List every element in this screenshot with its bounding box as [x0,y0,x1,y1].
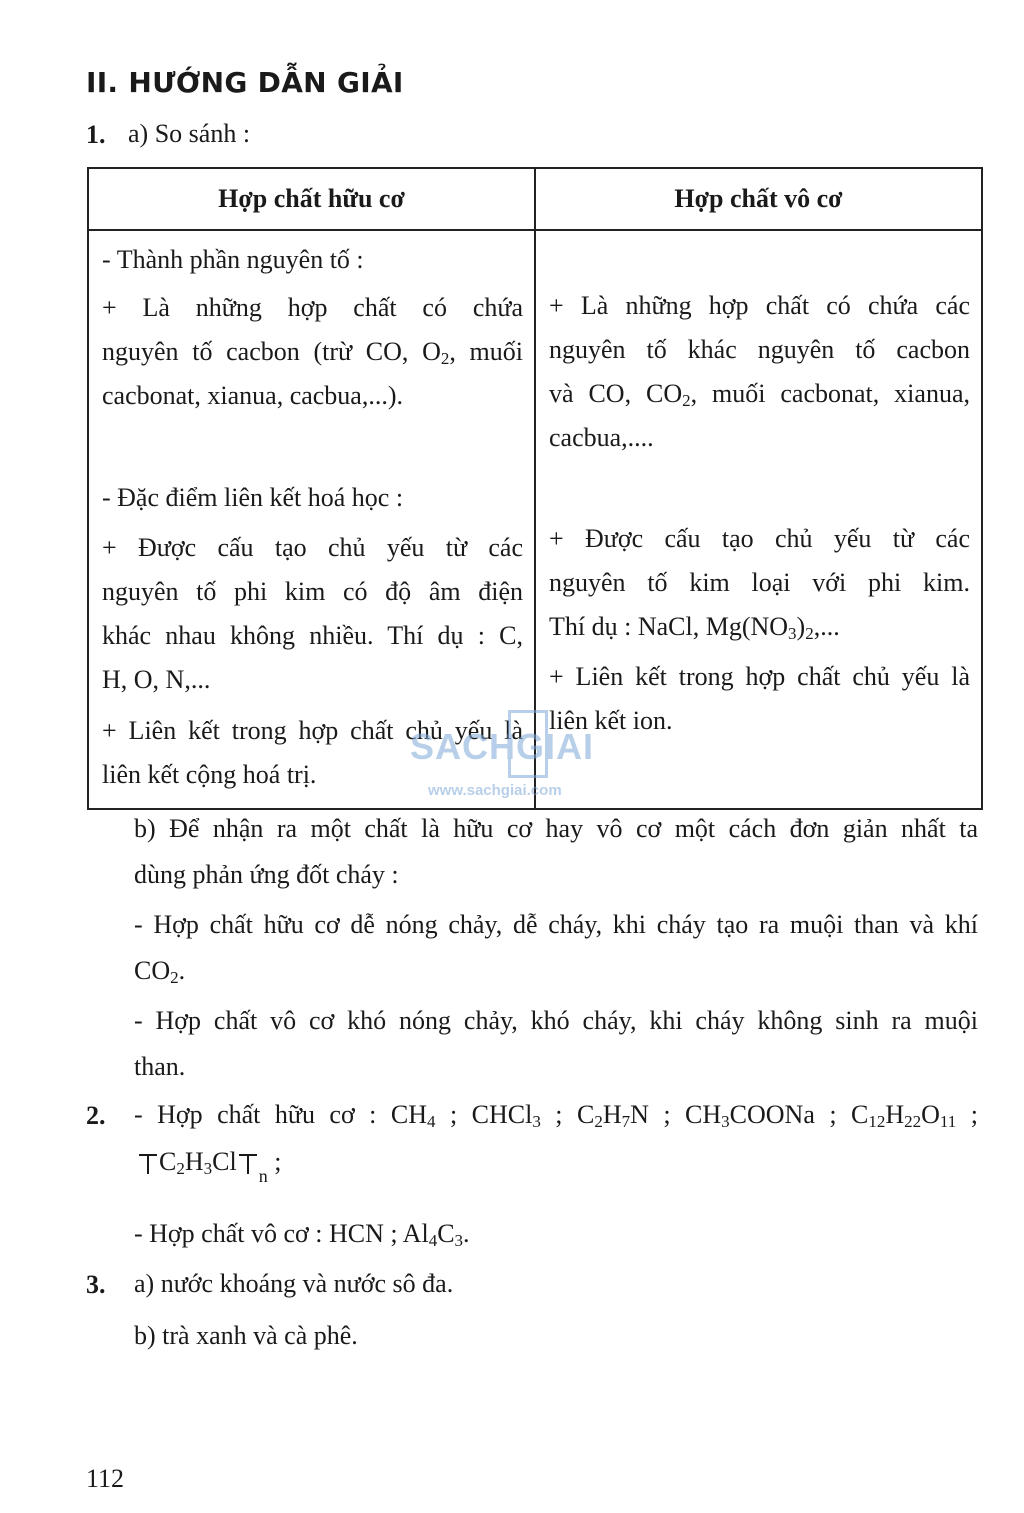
question-3-number: 3. [86,1270,106,1299]
organic-composition-label: - Thành phần nguyên tố : [102,245,364,274]
question-2-number: 2. [86,1101,106,1130]
q3-answer-b: b) trà xanh và cà phê. [134,1321,358,1350]
question-1b-line-2: dùng phản ứng đốt cháy : [134,860,399,889]
table-header-row [88,168,982,230]
organic-bond-label: - Đặc điểm liên kết hoá học : [102,483,404,512]
q3-answer-a: a) nước khoáng và nước sô đa. [134,1269,454,1298]
page-number: 112 [86,1464,125,1493]
section-heading: II. HƯỚNG DẪN GIẢI [86,66,404,99]
b-inorganic-line-2: than. [134,1052,186,1081]
watermark-brand: SACHGIAI [410,726,595,767]
watermark-url: www.sachgiai.com [428,782,562,799]
inorganic-bond-type: + Liên kết trong hợp chất chủ yếu là liên kết ion. [549,662,970,735]
organic-bond-type: + Liên kết trong hợp chất chủ yếu là liên kết cộng hoá trị. [102,716,523,789]
organic-composition: + Là những hợp chất có chứa nguyên tố cacbon (trừ CO, $O_2$, muối cacbonat, xianua, cacbua,...). [102,293,523,410]
inorganic-composition: + Là những hợp chất có chứa các nguyên tố khác nguyên tố cacbon và CO, $CO_2$, muối cacbonat, xianua, cacbua,.... [549,291,970,452]
polymer-bracket-right-icon [237,1146,259,1172]
b-organic-line-1: - Hợp chất hữu cơ dễ nóng chảy, dễ cháy, khi cháy tạo ra muội than và khí [134,910,978,939]
header-inorganic: Hợp chất vô cơ [535,168,982,230]
polymer-formula: $C_2H_3Cl$ $_n$ ; [137,1146,281,1192]
q2-inorganic-line: - Hợp chất vô cơ : HCN ; $Al_4C_3$. [134,1219,470,1250]
b-organic-line-2: $CO_2$. [134,956,186,987]
header-organic: Hợp chất hữu cơ [88,168,535,230]
q2-organic-line: - Hợp chất hữu cơ : $CH_4$ ; CHCl$_3$ ; $C_2H_7N$ ; $CH_3COONa$ ; $C_{12}H_{22}O_{11}$ ; [134,1100,978,1131]
polymer-bracket-left-icon [137,1146,159,1172]
organic-bond-structure: + Được cấu tạo chủ yếu từ các nguyên tố phi kim có độ âm điện khác nhau không nhiều. Thí dụ : C, H, O, N,... [102,533,523,694]
question-1-number: 1. [86,120,106,149]
watermark-logo [410,708,610,803]
b-inorganic-line-1: - Hợp chất vô cơ khó nóng chảy, khó cháy, khi cháy không sinh ra muội [134,1006,978,1035]
question-1a-label: a) So sánh : [128,119,251,148]
inorganic-bond-structure: + Được cấu tạo chủ yếu từ các nguyên tố kim loại với phi kim. Thí dụ : NaCl, $Mg(NO_3)_2$,... [549,524,970,643]
question-1b-line-1: b) Để nhận ra một chất là hữu cơ hay vô cơ một cách đơn giản nhất ta [134,814,978,843]
